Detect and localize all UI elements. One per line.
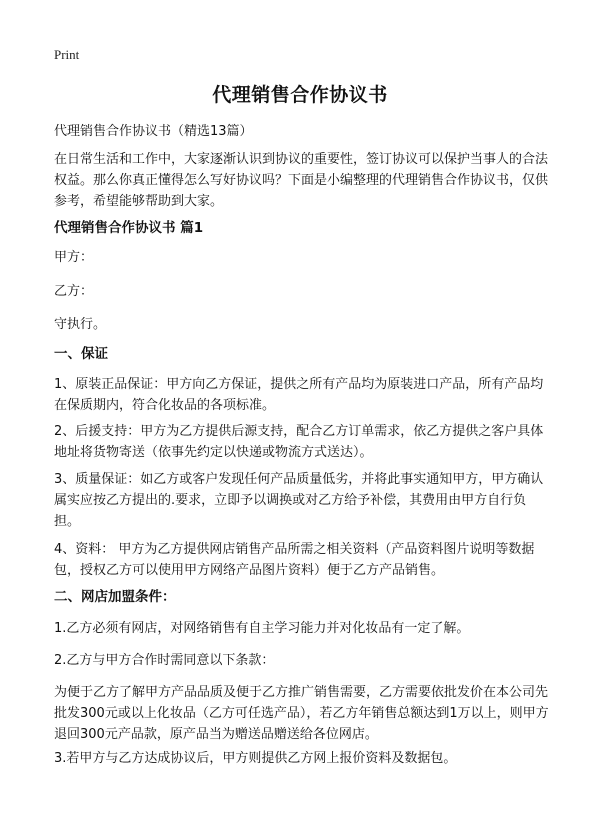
guarantee-heading: 一、保证 xyxy=(54,346,108,362)
guarantee-item: 1、原装正品保证：甲方向乙方保证，提供之所有产品均为原装进口产品，所有产品均在保质期内，符合化妆品的各项标准。 xyxy=(54,377,544,413)
guarantee-item: 3、质量保证：如乙方或客户发现任何产品质量低劣，并将此事实通知甲方，甲方确认属实应按乙方提出的.要求，立即予以调换或对乙方给予补偿，其费用由甲方自行负担。 xyxy=(54,472,544,529)
section-heading-1: 代理销售合作协议书 篇1 xyxy=(54,220,204,236)
conditions-paragraph: 为便于乙方了解甲方产品品质及便于乙方推广销售需要，乙方需要依批发价在本公司先批发300元或以上化妆品（乙方可任选产品），若乙方年销售总额达到1万以上，则甲方退回300元产品款，原产品当为赠送品赠送给各位网店。 xyxy=(54,685,549,742)
conditions-heading: 二、网店加盟条件： xyxy=(54,589,176,605)
guarantee-item: 2、后援支持：甲方为乙方提供后源支持，配合乙方订单需求，依乙方提供之客户具体地址将货物寄送（依事先约定以快递或物流方式送达）。 xyxy=(54,424,544,460)
print-label: Print xyxy=(54,47,80,62)
guarantee-item: 4、资料： 甲方为乙方提供网店销售产品所需之相关资料（产品资料图片说明等数据包，授权乙方可以使用甲方网络产品图片资料）便于乙方产品销售。 xyxy=(54,542,535,578)
abide-line: 守执行。 xyxy=(54,317,107,332)
party-a-line: 甲方： xyxy=(54,250,94,265)
document-title: 代理销售合作协议书 xyxy=(212,84,388,106)
conditions-item: 2.乙方与甲方合作时需同意以下条款： xyxy=(54,653,275,668)
conditions-item: 3.若甲方与乙方达成协议后，甲方则提供乙方网上报价资料及数据包。 xyxy=(54,751,457,766)
document-subtitle: 代理销售合作协议书（精选13篇） xyxy=(54,124,253,139)
party-b-line: 乙方： xyxy=(54,284,94,299)
intro-paragraph: 在日常生活和工作中，大家逐渐认识到协议的重要性，签订协议可以保护当事人的合法权益。那么你真正懂得怎么写好协议吗？下面是小编整理的代理销售合作协议书，仅供参考，希望能够帮助到大家。 xyxy=(54,152,549,209)
conditions-item: 1.乙方必须有网店，对网络销售有自主学习能力并对化妆品有一定了解。 xyxy=(54,621,470,636)
